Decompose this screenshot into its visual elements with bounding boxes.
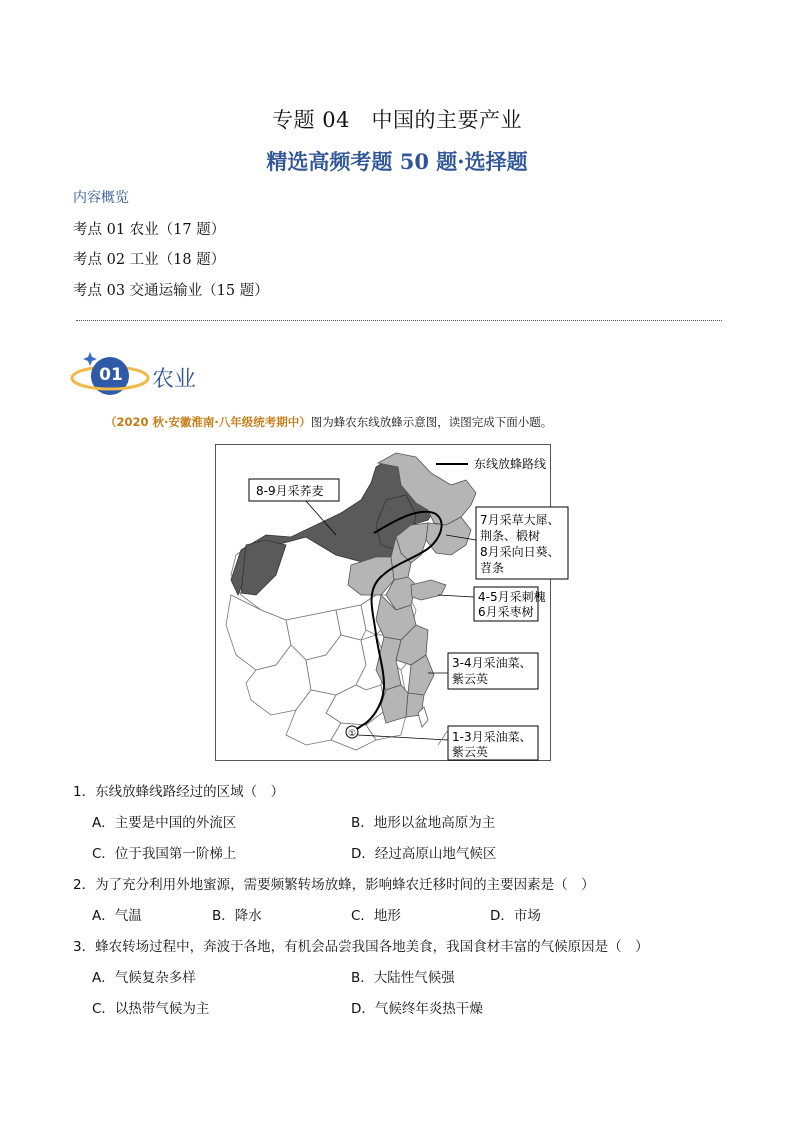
question-3-stem: 3．蜂农转场过程中，奔波于各地，有机会品尝我国各地美食，我国食材丰富的气候原因是（ ） [73,939,649,955]
bee-route-map [215,444,560,761]
question-2-option-c[interactable]: C．地形 [351,908,401,924]
map-label-jiangsu-2: 紫云英 [452,672,489,686]
question-1-option-a[interactable]: A．主要是中国的外流区 [92,815,237,831]
section-number: 01 [99,365,123,385]
toc-heading: 内容概览 [73,190,129,206]
map-label-northeast-4: 苕条 [480,561,505,575]
china-map-figure [216,445,560,760]
question-source: （2020 秋·安徽淮南·八年级统考期中） [105,415,311,429]
page-subtitle: 精选高频考题 50 题·选择题 [266,149,528,174]
question-2-option-d[interactable]: D．市场 [490,908,541,924]
map-label-shandong-1: 4-5月采刺槐 [478,590,546,604]
question-1-stem: 1．东线放蜂线路经过的区域（ ） [73,784,285,800]
map-label-north: 8-9月采荞麦 [256,484,324,498]
map-legend-label: 东线放蜂路线 [474,457,547,471]
question-3-option-a[interactable]: A．气候复杂多样 [92,970,196,986]
start-marker: ① [347,729,357,739]
map-label-northeast-3: 8月采向日葵、 [480,545,560,559]
question-2-option-a[interactable]: A．气温 [92,908,142,924]
question-2-stem: 2．为了充分利用外地蜜源，需要频繁转场放蜂，影响蜂农迁移时间的主要因素是（ ） [73,877,595,893]
map-label-shandong-2: 6月采枣树 [478,605,534,619]
question-3-option-d[interactable]: D．气候终年炎热干燥 [351,1001,483,1017]
toc-item: 考点 01 农业（17 题） [73,222,226,238]
toc-item: 考点 03 交通运输业（15 题） [73,283,269,299]
map-label-northeast-1: 7月采草大犀、 [480,513,560,527]
map-label-south-2: 紫云英 [452,745,489,759]
map-label-northeast-2: 荆条、椴树 [480,529,541,543]
question-3-option-c[interactable]: C．以热带气候为主 [92,1001,210,1017]
dotted-divider [76,320,722,321]
question-3-option-b[interactable]: B．大陆性气候强 [351,970,455,986]
toc-item: 考点 02 工业（18 题） [73,252,226,268]
map-label-jiangsu-1: 3-4月采油菜、 [452,656,532,670]
section-title: 农业 [152,367,197,392]
question-1-option-b[interactable]: B．地形以盆地高原为主 [351,815,496,831]
question-1-option-c[interactable]: C．位于我国第一阶梯上 [92,846,237,862]
question-intro-text: 图为蜂农东线放蜂示意图，读图完成下面小题。 [310,415,553,429]
question-intro [105,414,552,430]
question-1-option-d[interactable]: D．经过高原山地气候区 [351,846,497,862]
page-title: 专题 04 中国的主要产业 [272,108,522,132]
question-2-option-b[interactable]: B．降水 [212,908,262,924]
map-label-south-1: 1-3月采油菜、 [452,730,532,744]
